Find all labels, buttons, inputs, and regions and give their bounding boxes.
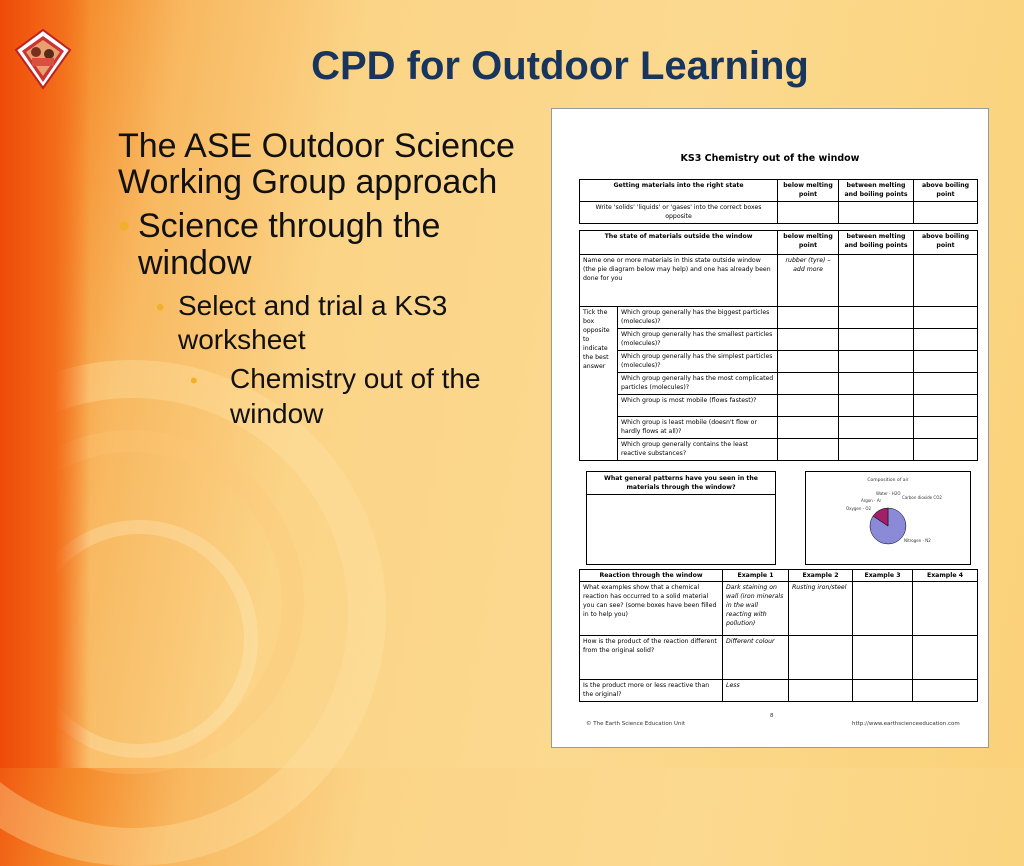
pie-label: Water - H2O <box>876 491 901 496</box>
table-cell: Tick the box opposite to indicate the best answer <box>580 307 618 461</box>
table-cell: Which group generally contains the least reactive substances? <box>618 439 778 461</box>
table-cell: Which group is most mobile (flows fastest)? <box>618 395 778 417</box>
table-header: The state of materials outside the window <box>580 231 778 255</box>
pie-label: Argon - Ar <box>861 498 882 503</box>
table-header: above boiling point <box>914 180 978 202</box>
bullet-item: • Science through the window <box>118 207 441 282</box>
pie-label: Oxygen - O2 <box>846 506 872 511</box>
footer-right: http://www.earthscienceeducation.com <box>852 721 960 727</box>
table-header: Example 4 <box>913 570 978 582</box>
bullet-list <box>118 128 538 430</box>
patterns-box <box>586 471 776 565</box>
table-header: below melting point <box>778 231 839 255</box>
table-header: Example 2 <box>789 570 853 582</box>
table-cell: Which group generally has the smallest particles (molecules)? <box>618 329 778 351</box>
table-cell: Less <box>723 680 789 702</box>
air-composition-pie <box>806 472 970 564</box>
table-cell: Which group generally has the simplest particles (molecules)? <box>618 351 778 373</box>
table-cell: Write 'solids' 'liquids' or 'gases' into the correct boxes opposite <box>580 202 778 224</box>
table-header: Getting materials into the right state <box>580 180 778 202</box>
bullet-item: • Chemistry out of the window <box>190 363 481 429</box>
bullet-icon: • <box>190 368 198 393</box>
worksheet-image <box>551 108 989 748</box>
table-cell: rubber (tyre) – add more <box>778 255 839 307</box>
table-header: Example 3 <box>853 570 913 582</box>
footer-left: © The Earth Science Education Unit <box>586 721 686 727</box>
table-header: above boiling point <box>914 231 978 255</box>
table-cell: Which group generally has the biggest particles (molecules)? <box>618 307 778 329</box>
table-cell: What examples show that a chemical reaction has occurred to a solid material you can see? (some boxes have been filled in to help you) <box>580 582 723 636</box>
worksheet-title: KS3 Chemistry out of the window <box>680 153 860 164</box>
pie-label: Nitrogen - N2 <box>904 538 931 543</box>
table-cell: Name one or more materials in this state outside window (the pie diagram below may help) and one has already been done for you <box>580 255 778 307</box>
bullet-item: • Select and trial a KS3 worksheet <box>156 290 448 355</box>
table-cell: Different colour <box>723 636 789 680</box>
table-cell: Is the product more or less reactive than the original? <box>580 680 723 702</box>
bullet-icon: • <box>118 207 130 245</box>
diamond-logo-icon <box>12 28 74 90</box>
pie-chart-box <box>805 471 971 565</box>
states-table <box>579 179 978 224</box>
table-cell: Dark staining on wall (iron minerals in the wall reacting with pollution) <box>723 582 789 636</box>
table-header: between melting and boiling points <box>839 231 914 255</box>
pie-label: Carbon dioxide CO2 <box>902 495 942 500</box>
intro-text: The ASE Outdoor Science Working Group approach <box>118 127 515 201</box>
table-cell: How is the product of the reaction different from the original solid? <box>580 636 723 680</box>
table-header: below melting point <box>778 180 839 202</box>
pie-title: Composition of air <box>867 478 909 483</box>
page-number: 8 <box>770 713 774 719</box>
patterns-question: What general patterns have you seen in the materials through the window? <box>587 472 775 495</box>
table-cell: Which group is least mobile (doesn't flow or hardly flows at all)? <box>618 417 778 439</box>
table-header: Example 1 <box>723 570 789 582</box>
materials-table <box>579 230 978 461</box>
table-header: Reaction through the window <box>580 570 723 582</box>
table-cell: Rusting iron/steel <box>789 582 853 636</box>
left-band <box>0 0 90 768</box>
table-header: between melting and boiling points <box>839 180 914 202</box>
table-cell: Which group generally has the most complicated particles (molecules)? <box>618 373 778 395</box>
slide-title: CPD for Outdoor Learning <box>311 44 809 88</box>
bullet-icon: • <box>156 294 165 321</box>
reaction-table <box>579 569 978 702</box>
